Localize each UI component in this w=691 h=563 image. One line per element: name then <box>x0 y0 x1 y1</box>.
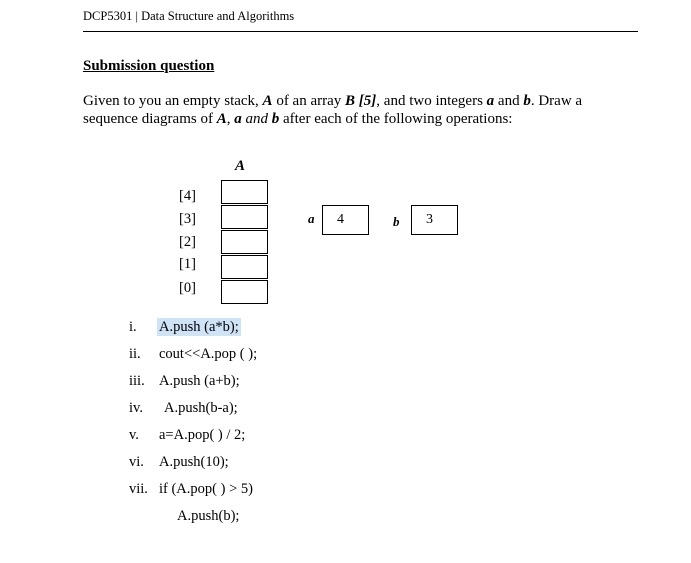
op-text: A.push (a+b); <box>159 373 240 389</box>
var-a-label: a <box>308 211 315 226</box>
var-b-name: b <box>523 93 531 109</box>
op-text-selected[interactable] <box>159 319 241 336</box>
op-number: v. <box>129 427 139 443</box>
op-number: iv. <box>129 400 143 416</box>
intro-text: after each of the following operations: <box>279 111 513 127</box>
op-number: vi. <box>129 454 144 470</box>
op-number: i. <box>129 319 137 335</box>
op-number: iii. <box>129 373 145 389</box>
stack-index-4: [4] <box>179 188 196 204</box>
stack-cell-0 <box>221 280 268 304</box>
var-a-value: 4 <box>337 212 344 227</box>
section-title: Submission question <box>83 58 215 74</box>
var-b-name: b <box>271 111 280 127</box>
op-text: a=A.pop( ) / 2; <box>159 427 246 443</box>
intro-text: Given to you an empty stack, <box>83 93 263 109</box>
stack-index-0: [0] <box>179 280 196 296</box>
stack-cell-1 <box>221 255 268 279</box>
stack-cell-3 <box>221 205 268 229</box>
stack-index-1: [1] <box>179 256 196 272</box>
op-text: if (A.pop( ) > 5) <box>159 481 253 497</box>
stack-diagram <box>221 180 268 304</box>
var-a-name: a <box>234 111 242 127</box>
var-b-box <box>411 205 458 235</box>
op-text: A.push(b); <box>177 508 240 524</box>
and-word: and <box>245 111 268 127</box>
op-text: A.push (a*b); <box>159 319 239 335</box>
question-intro <box>83 92 628 128</box>
document-header: DCP5301 | Data Structure and Algorithms <box>83 9 295 23</box>
stack-cell-2 <box>221 230 268 254</box>
intro-text: and <box>494 93 524 109</box>
array-name: B [5] <box>345 93 377 109</box>
intro-text: , <box>226 111 235 127</box>
var-a-name: a <box>486 93 495 109</box>
stack-name: A <box>262 93 273 109</box>
var-b-label: b <box>393 214 400 229</box>
stack-index-2: [2] <box>179 234 196 250</box>
intro-text: of an array <box>272 93 346 109</box>
op-text: cout<<A.pop ( ); <box>159 346 258 362</box>
stack-index-3: [3] <box>179 211 196 227</box>
var-b-value: 3 <box>426 212 433 227</box>
op-number: ii. <box>129 346 141 362</box>
op-text: A.push(10); <box>159 454 229 470</box>
op-text: A.push(b-a); <box>164 400 238 416</box>
intro-text: , and two integers <box>376 93 487 109</box>
stack-cell-4 <box>221 180 268 204</box>
op-number: vii. <box>129 481 148 497</box>
header-rule <box>83 31 638 32</box>
intro-text: . Draw a sequence diagrams of <box>83 93 583 127</box>
var-a-box <box>322 205 369 235</box>
stack-label: A <box>235 158 246 174</box>
stack-name: A <box>216 111 227 127</box>
